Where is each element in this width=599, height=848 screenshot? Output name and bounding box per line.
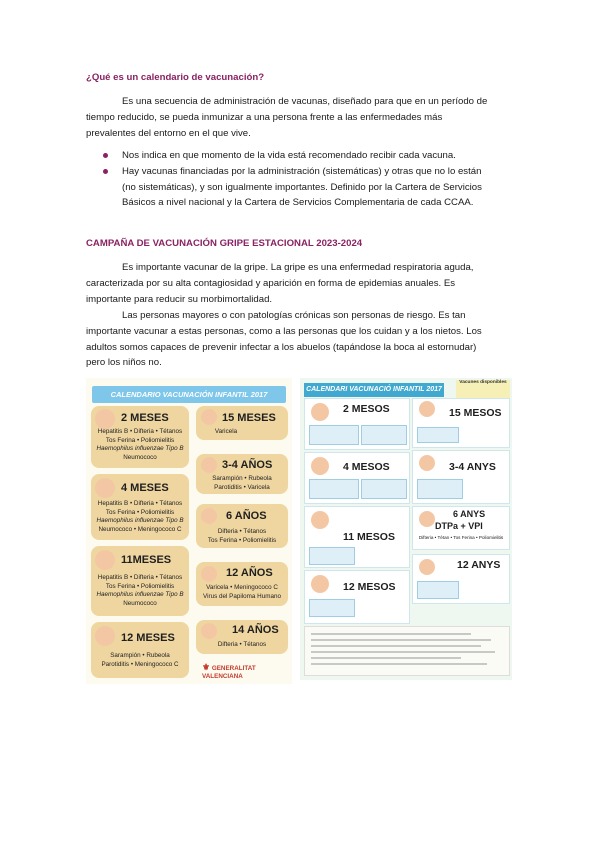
tile-age: 3-4 ANYS [449, 461, 496, 473]
bullet-item [86, 164, 516, 211]
tile-vaccines [196, 475, 288, 492]
tile-age: 6 ANYS [453, 509, 486, 519]
vaccine-line: Neumococo [123, 453, 157, 461]
text-line: Básicos a nivel nacional y la Cartera de Servicios Complementaria de cada CCAA. [122, 197, 474, 209]
text-span: Es una secuencia de administración de vacunas, diseñado para que en un período de [122, 96, 488, 107]
dtpa-sub: Difteria • Tètan • Tos Ferina • Poliomielitis [418, 535, 504, 540]
vaccine-card [309, 547, 355, 565]
tile-2-mesos [304, 398, 410, 450]
vaccine-line: Tos Ferina • Poliomielitis [105, 508, 175, 516]
text-line: importante para reducir su morbimortalidad. [86, 293, 273, 305]
logo-text: GENERALITAT VALENCIANA [202, 665, 256, 680]
text-line [86, 260, 516, 276]
vaccine-card [417, 581, 459, 599]
tile-2-meses [91, 406, 189, 468]
generalitat-logo-icon: ⚜ [202, 662, 211, 672]
tile-12-mesos [304, 570, 410, 624]
bullet-item [86, 148, 516, 164]
tile-age: 2 MESOS [343, 403, 390, 415]
vaccine-line: Hepatitis B • Difteria • Tétanos [97, 428, 183, 435]
baby-illustration-icon [95, 409, 115, 429]
vaccine-line: Tos Ferina • Poliomielitis [105, 436, 175, 444]
tile-age: 11MESES [121, 554, 172, 566]
baby-illustration-icon [95, 626, 115, 646]
generalitat-logo [202, 662, 292, 680]
text-line: importante vacunar a estas personas, como a las personas que los cuidan y a los nietos. Los [86, 325, 482, 337]
vaccine-line: Haemophilus influenzae Tipo B [96, 591, 184, 599]
tile-age: 12 AÑOS [226, 567, 273, 579]
baby-illustration-icon [95, 550, 115, 570]
vaccine-card [309, 479, 359, 499]
tile-age: 14 AÑOS [232, 624, 279, 636]
tile-12-anys [412, 554, 510, 604]
text-line: prevalentes del entorno en el que vive. [86, 127, 251, 139]
text-line: pero los niños no. [86, 357, 162, 369]
vaccine-line: Virus del Papiloma Humano [203, 592, 281, 600]
poster-title: CALENDARI VACUNACIÓ INFANTIL 2017 [304, 383, 444, 397]
vaccine-card [417, 479, 463, 499]
poster-footnotes [304, 626, 510, 676]
tile-age: 15 MESOS [449, 407, 502, 419]
baby-illustration-icon [311, 511, 329, 529]
text-line: tiempo reducido, se pueda inmunizar a una persona frente a las enfermedades más [86, 111, 443, 123]
tile-age: 3-4 AÑOS [222, 459, 273, 471]
vaccine-line: Haemophilus influenzae Tipo B [96, 445, 184, 453]
vaccination-calendar-poster-va [300, 378, 512, 680]
corner-note-text: Vacunes disponibles [459, 380, 507, 385]
baby-illustration-icon [311, 457, 329, 475]
tile-6-anys [412, 506, 510, 550]
vaccine-line: Varicela [214, 428, 238, 435]
vaccine-line: Tos Ferina • Poliomielitis [207, 536, 277, 544]
footnote-line [311, 633, 471, 635]
child-illustration-icon [201, 409, 217, 425]
text-line: adultos somos capaces de prevenir infectar a los abuelos (tapándose la boca al estornudar) [86, 341, 477, 353]
vaccination-calendar-poster-es [86, 378, 292, 684]
text-line: (no sistemáticas), y son igualmente importantes. Definido por la Cartera de Servicios [122, 181, 482, 193]
baby-illustration-icon [95, 478, 115, 498]
bullet-dot-icon [103, 169, 108, 174]
tile-15-mesos [412, 398, 510, 448]
tile-vaccines [93, 500, 187, 534]
tile-11-meses [91, 546, 189, 616]
tile-age: 6 AÑOS [226, 510, 267, 522]
tile-4-mesos [304, 452, 410, 504]
vaccine-line: Varicela • Meningococo C [206, 584, 278, 591]
footnote-line [311, 645, 481, 647]
paragraph-definition [86, 94, 516, 141]
child-illustration-icon [201, 566, 217, 582]
tile-age: 12 MESES [121, 632, 175, 644]
vaccine-card [309, 425, 359, 445]
child-illustration-icon [419, 559, 435, 575]
vaccine-line: Parotiditis • Varicela [214, 483, 270, 491]
text-line [86, 94, 516, 110]
tile-vaccines [196, 428, 256, 437]
tile-age: 12 ANYS [457, 559, 501, 571]
heading-flu-campaign: CAMPAÑA DE VACUNACIÓN GRIPE ESTACIONAL 2023-2024 [86, 238, 363, 249]
tile-vaccines [93, 652, 187, 669]
vaccine-card [361, 425, 407, 445]
child-illustration-icon [419, 455, 435, 471]
paragraph-risk-groups [86, 308, 516, 371]
text-line [86, 308, 516, 324]
bullet-list [86, 148, 516, 211]
tile-age: 15 MESES [222, 412, 276, 424]
tile-3-4-anys [412, 450, 510, 504]
tile-12-anos [196, 562, 288, 606]
child-on-bike-illustration-icon [201, 623, 217, 639]
tile-vaccines [93, 574, 187, 608]
footnote-line [311, 657, 461, 659]
poster-title: CALENDARIO VACUNACIÓN INFANTIL 2017 [92, 386, 286, 403]
vaccine-line: Hepatitis B • Difteria • Tétanos [97, 574, 183, 581]
bullet-dot-icon [103, 153, 108, 158]
tile-vaccines [196, 528, 288, 545]
tile-6-anos [196, 504, 288, 548]
tile-vaccines [93, 428, 187, 462]
tile-4-meses [91, 474, 189, 540]
baby-illustration-icon [311, 403, 329, 421]
vaccine-card [417, 427, 459, 443]
tile-age: 4 MESOS [343, 461, 390, 473]
dtpa-label: DTPa + VPI [435, 521, 483, 531]
vaccine-card [309, 599, 355, 617]
text-span: Es importante vacunar de la gripe. La gripe es una enfermedad respiratoria aguda, [122, 262, 474, 273]
heading-vaccination-calendar: ¿Qué es un calendario de vacunación? [86, 72, 265, 83]
baby-illustration-icon [311, 575, 329, 593]
footnote-line [311, 651, 495, 653]
tile-age: 12 MESOS [343, 581, 396, 593]
paragraph-flu-importance [86, 260, 516, 307]
child-illustration-icon [419, 401, 435, 417]
vaccine-line: Sarampión • Rubeola [110, 652, 170, 659]
text-span: Las personas mayores o con patologías crónicas son personas de riesgo. Es tan [122, 310, 466, 321]
text-line: caracterizada por su alta contagiosidad y aparición en forma de epidemias anuales. Es [86, 277, 456, 289]
vaccine-card [361, 479, 407, 499]
child-illustration-icon [201, 457, 217, 473]
vaccine-line: Difteria • Tétanos [217, 528, 267, 535]
vaccine-line: Tos Ferina • Poliomielitis [105, 582, 175, 590]
text-line: Hay vacunas financiadas por la administración (sistemáticas) y otras que no lo están [122, 165, 482, 177]
tile-age: 4 MESES [121, 482, 169, 494]
vaccine-line: Hepatitis B • Difteria • Tétanos [97, 500, 183, 507]
tile-age: 11 MESOS [343, 531, 395, 543]
vaccine-line: Difteria • Tétanos [217, 641, 267, 648]
tile-11-mesos [304, 506, 410, 568]
vaccine-line: Haemophilus influenzae Tipo B [96, 517, 184, 525]
child-illustration-icon [201, 508, 217, 524]
tile-vaccines [196, 584, 288, 601]
tile-vaccines [196, 641, 288, 650]
tile-12-meses [91, 622, 189, 678]
vaccine-line: Parotiditis • Meningococo C [101, 660, 179, 668]
vaccine-line: Neumococo • Meningococo C [98, 525, 182, 533]
tile-3-4-anos [196, 454, 288, 494]
tile-15-meses [196, 406, 288, 440]
tile-14-anos [196, 620, 288, 654]
footnote-line [311, 663, 487, 665]
vaccine-line: Sarampión • Rubeola [212, 475, 272, 482]
child-illustration-icon [419, 511, 435, 527]
footnote-line [311, 639, 491, 641]
tile-age: 2 MESES [121, 412, 169, 424]
text-line: Nos indica en que momento de la vida está recomendado recibir cada vacuna. [122, 150, 456, 161]
vaccine-line: Neumococo [123, 599, 157, 607]
